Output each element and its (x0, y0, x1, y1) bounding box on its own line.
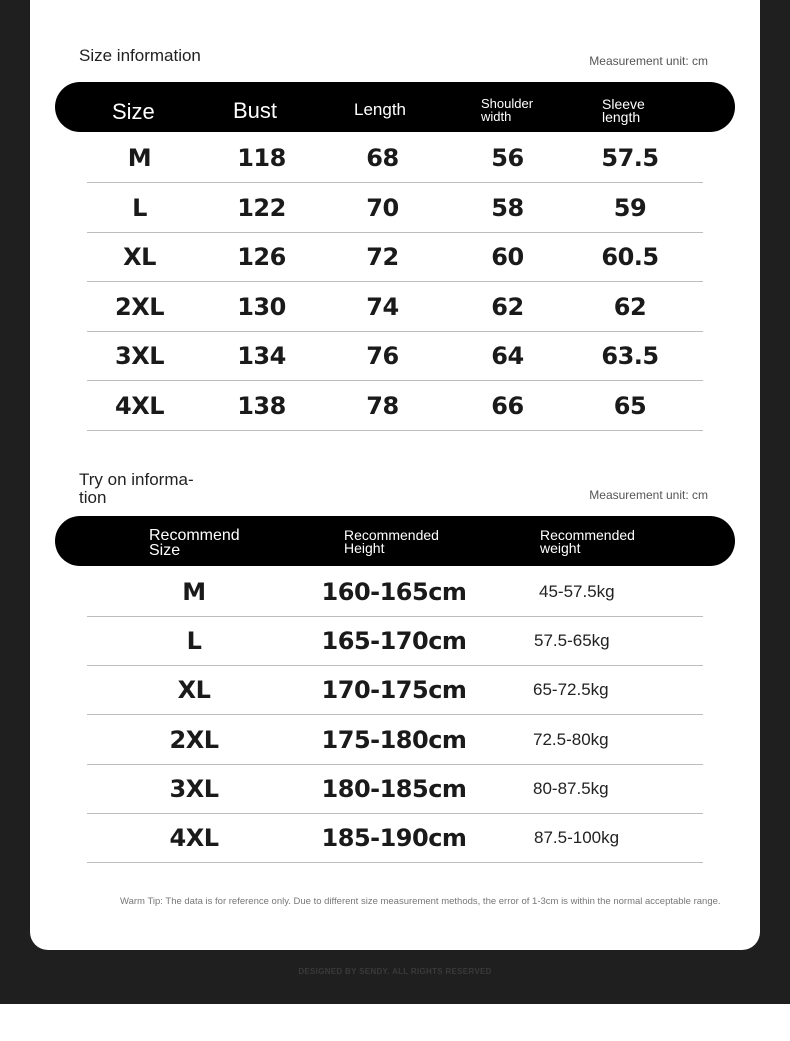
tryon-cell-height: 160-165cm (321, 578, 467, 606)
tryon-info-title: Try on informa- tion (79, 470, 194, 507)
size-cell-bust: 122 (237, 193, 286, 222)
tryon-table-header (55, 516, 735, 566)
tryon-table-row (87, 567, 703, 617)
footer-credit: DESIGNED BY SENDY. ALL RIGHTS RESERVED (298, 967, 492, 976)
size-cell-length: 74 (366, 292, 399, 321)
size-cell-shoulder: 60 (491, 243, 524, 271)
size-cell-sleeve: 63.5 (601, 342, 659, 370)
size-cell-bust: 134 (237, 342, 286, 370)
tryon-cell-weight: 65-72.5kg (533, 680, 609, 700)
tryon-table-row (87, 616, 703, 666)
header-sleeve-length: Sleeve length (602, 96, 645, 125)
tryon-cell-height: 180-185cm (321, 774, 467, 803)
size-table-row (87, 331, 703, 381)
tryon-cell-height: 170-175cm (321, 676, 467, 705)
size-table-header (55, 82, 735, 132)
size-info-title: Size information (79, 46, 201, 65)
size-cell-shoulder: 66 (491, 391, 524, 420)
size-cell-shoulder: 58 (491, 193, 524, 222)
tryon-table-row (87, 813, 703, 863)
size-cell-bust: 130 (237, 292, 286, 321)
header-size: Size (112, 99, 155, 124)
tryon-cell-size: 3XL (169, 774, 219, 803)
header-shoulder-width: Shoulder width (481, 96, 534, 124)
tryon-cell-size: M (182, 578, 206, 606)
size-cell-length: 76 (366, 342, 399, 370)
size-cell-length: 72 (366, 243, 399, 271)
size-table-row (87, 381, 703, 431)
size-info-unit: Measurement unit: cm (589, 54, 708, 68)
tryon-cell-size: XL (177, 676, 211, 705)
size-cell-bust: 138 (237, 391, 286, 420)
header-length: Length (354, 100, 406, 119)
size-table-row (87, 282, 703, 332)
tryon-table-row (87, 715, 703, 765)
size-cell-sleeve: 65 (613, 391, 647, 420)
tryon-cell-weight: 72.5-80kg (533, 729, 609, 749)
header-recommended-weight: Recommended weight (540, 527, 635, 556)
size-cell-length: 70 (366, 193, 399, 222)
size-cell-size: 4XL (115, 391, 164, 420)
size-cell-shoulder: 62 (491, 292, 524, 321)
warm-tip: Warm Tip: The data is for reference only. Due to different size measurement methods, the error of 1-3cm is within the normal acceptable range. (120, 896, 721, 907)
size-cell-size: L (132, 193, 147, 222)
size-cell-size: 2XL (115, 292, 164, 321)
size-table-row (87, 232, 703, 282)
size-cell-length: 68 (366, 144, 399, 172)
size-cell-bust: 118 (237, 144, 286, 172)
size-cell-bust: 126 (237, 243, 286, 271)
tryon-cell-weight: 57.5-65kg (534, 631, 610, 651)
tryon-cell-size: L (186, 627, 202, 656)
tryon-cell-height: 175-180cm (321, 725, 467, 754)
header-bust: Bust (233, 98, 278, 123)
size-cell-shoulder: 56 (491, 144, 524, 172)
size-cell-size: XL (123, 243, 156, 271)
tryon-cell-size: 4XL (169, 824, 219, 852)
tryon-cell-weight: 87.5-100kg (534, 828, 620, 847)
header-recommend-size: Recommend Size (149, 527, 240, 559)
tryon-info-unit: Measurement unit: cm (589, 488, 708, 502)
header-recommended-height: Recommended Height (344, 527, 439, 556)
tryon-table-row (87, 665, 703, 715)
tryon-cell-weight: 45-57.5kg (539, 582, 615, 601)
size-cell-sleeve: 57.5 (601, 144, 659, 172)
size-cell-size: 3XL (115, 342, 164, 370)
tryon-cell-size: 2XL (169, 725, 219, 754)
tryon-cell-height: 185-190cm (321, 824, 467, 852)
size-cell-sleeve: 59 (613, 193, 647, 222)
tryon-cell-weight: 80-87.5kg (533, 778, 609, 798)
size-table-row (87, 183, 703, 233)
tryon-cell-height: 165-170cm (321, 627, 467, 656)
size-cell-sleeve: 60.5 (601, 243, 659, 271)
size-table-row (87, 133, 703, 183)
size-cell-size: M (127, 144, 152, 172)
tryon-table-row (87, 764, 703, 814)
size-cell-shoulder: 64 (491, 342, 524, 370)
size-cell-sleeve: 62 (613, 292, 647, 321)
size-cell-length: 78 (366, 391, 399, 420)
